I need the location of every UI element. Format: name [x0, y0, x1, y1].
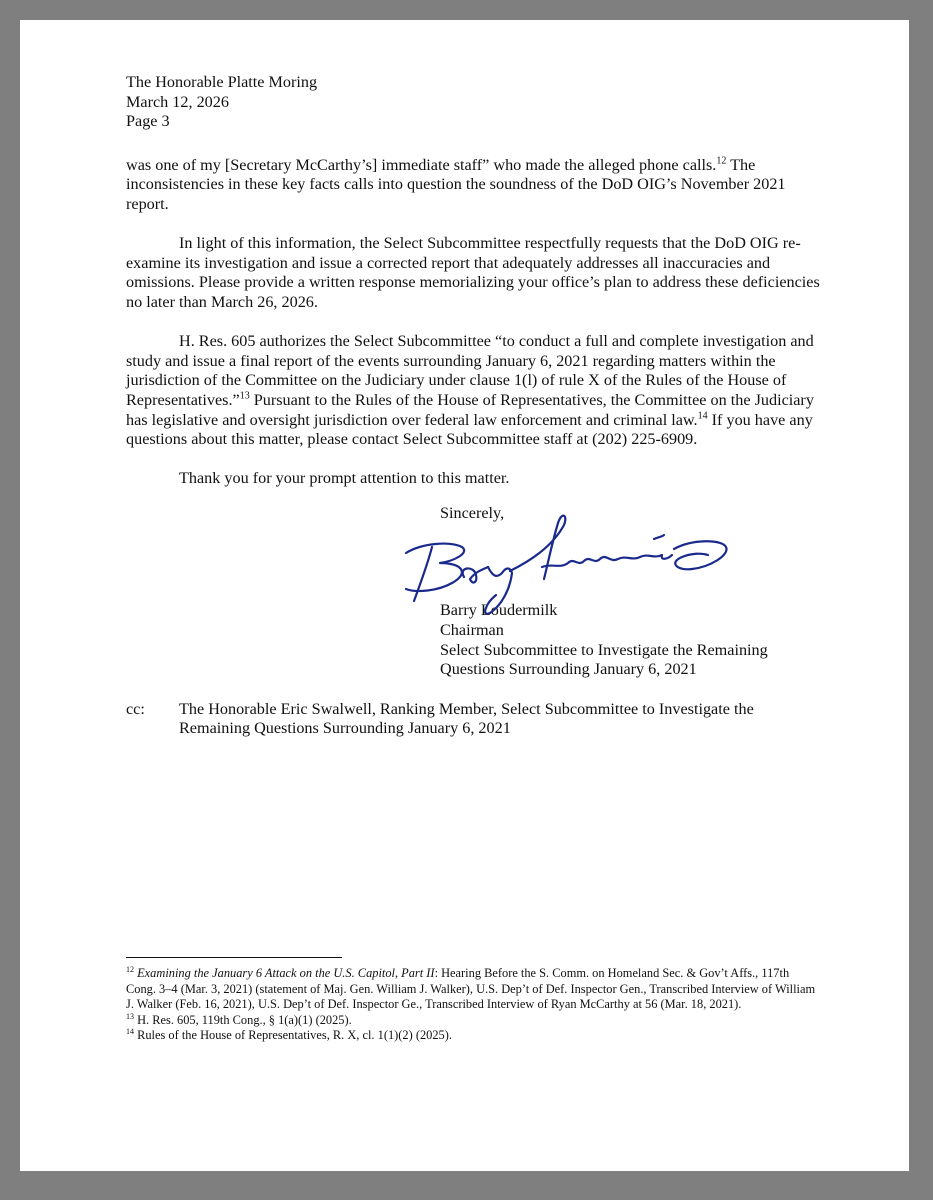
paragraph-3: [126, 332, 826, 450]
signer-name: Barry Loudermilk: [440, 601, 558, 620]
salutation: Sincerely,: [440, 503, 505, 522]
paragraph-4: Thank you for your prompt attention to this matter.: [179, 469, 510, 488]
footnote-13-number: 13: [126, 1011, 134, 1021]
paragraph-3-b: Pursuant to the Rules of the House of Representatives, the Committee on the Judiciary has legislative and oversight jurisdiction over federal law enforcement and criminal law.: [126, 390, 814, 429]
paragraph-3-c: If you have any questions about this matter, please contact Select Subcommittee staff at (202) 225-6909.: [126, 410, 813, 449]
footnote-12-text: : Hearing Before the S. Comm. on Homeland Sec. & Gov’t Affs., 117th Cong. 3–4 (Mar. 3, 2021) (statement of Maj. Gen. William J. Walker), U.S. Dep’t of Def. Inspector Gen., Transcribed Interview of William J. Walker (Feb. 16, 2021), U.S. Dep’t of Def. Inspector Ge., Transcribed Interview of Ryan McCarthy at 56 (Mar. 18, 2021).: [126, 966, 816, 1012]
page-number: Page 3: [126, 112, 170, 131]
footnote-ref-12[interactable]: 12: [716, 155, 727, 167]
paragraph-1: [126, 156, 826, 215]
paragraph-2: In light of this information, the Select Subcommittee respectfully requests that the DoD OIG re-examine its investigation and issue a corrected report that adequately addresses all inaccuracies and omissions. Please provide a written response memorializing your office’s plan to address these deficiencies no later than March 26, 2026.: [126, 234, 820, 311]
signature-block: [440, 504, 826, 680]
signer-title: Chairman: [440, 621, 504, 640]
cc-text: The Honorable Eric Swalwell, Ranking Member, Select Subcommittee to Investigate the Remaining Questions Surrounding January 6, 2021: [179, 699, 754, 738]
footnote-divider: [126, 957, 342, 958]
paragraph-1-text: was one of my [Secretary McCarthy’s] immediate staff” who made the alleged phone calls.: [126, 155, 717, 174]
footnote-13-text: H. Res. 605, 119th Cong., § 1(a)(1) (2025).: [134, 1012, 352, 1027]
handwritten-signature: [392, 497, 732, 617]
footnote-12: [126, 966, 816, 1013]
footnote-12-title: Examining the January 6 Attack on the U.S. Capitol, Part II: [137, 966, 435, 980]
signer-org-line-1: Select Subcommittee to Investigate the Remaining: [440, 640, 768, 659]
paragraph-3-a: H. Res. 605 authorizes the Select Subcommittee “to conduct a full and complete investigation and study and issue a final report of the events surrounding January 6, 2021 regarding matters within the jurisdiction of the Committee on the Judiciary under clause 1(l) of rule X of the Rules of the House of Representatives.”: [126, 332, 814, 409]
footnote-12-number: 12: [126, 964, 134, 974]
letter-date: March 12, 2026: [126, 92, 229, 111]
footnotes: [126, 957, 816, 1044]
signer-org-line-2: Questions Surrounding January 6, 2021: [440, 660, 697, 679]
footnote-ref-14[interactable]: 14: [697, 410, 708, 422]
footnote-14: [126, 1028, 816, 1044]
signature-area: [440, 523, 826, 601]
letter-body: [126, 73, 826, 739]
footnote-14-number: 14: [126, 1027, 134, 1037]
cc-label: cc:: [126, 699, 145, 718]
cc-line: [126, 700, 826, 739]
footnote-14-text: Rules of the House of Representatives, R. X, cl. 1(1)(2) (2025).: [134, 1028, 452, 1043]
page-header: [126, 73, 826, 132]
addressee: The Honorable Platte Moring: [126, 73, 318, 91]
footnote-ref-13[interactable]: 13: [239, 390, 250, 402]
footnote-13: [126, 1013, 816, 1029]
paragraph-1-cont: The inconsistencies in these key facts calls into question the soundness of the DoD OIG’s November 2021 report.: [126, 155, 786, 213]
letter-page: [20, 20, 909, 1171]
